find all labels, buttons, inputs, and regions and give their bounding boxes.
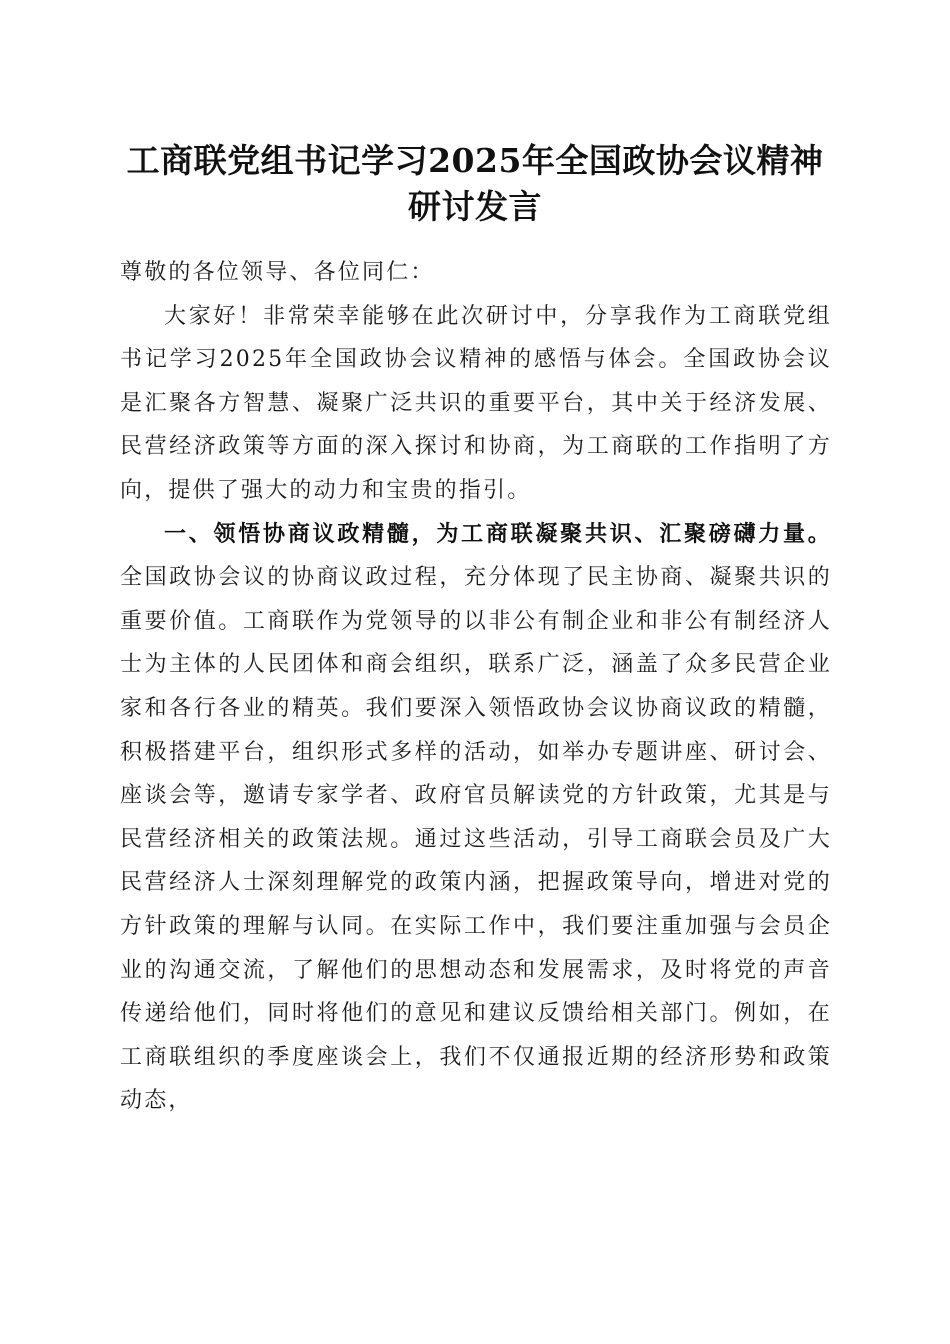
document-title: 工商联党组书记学习2025年全国政协会议精神研讨发言 <box>126 141 824 226</box>
paragraph-intro: 大家好！非常荣幸能够在此次研讨中，分享我作为工商联党组书记学习2025年全国政协会议精神的感悟与体会。全国政协会议是汇聚各方智慧、凝聚广泛共识的重要平台，其中关于经济发展、民营经济政策等方面的深入探讨和协商，为工商联的工作指明了方向，提供了强大的动力和宝贵的指引。 <box>120 303 832 503</box>
paragraph-section-1 <box>120 513 832 1123</box>
document-body <box>120 251 832 1123</box>
section-heading: 一、领悟协商议政精髓，为工商联凝聚共识、汇聚磅礴力量。 <box>164 520 832 547</box>
section-text: 全国政协会议的协商议政过程，充分体现了民主协商、凝聚共识的重要价值。工商联作为党领导的以非公有制企业和非公有制经济人士为主体的人民团体和商会组织，联系广泛，涵盖了众多民营企业家和各行各业的精英。我们要深入领悟政协会议协商议政的精髓，积极搭建平台，组织形式多样的活动，如举办专题讲座、研讨会、座谈会等，邀请专家学者、政府官员解读党的方针政策，尤其是与民营经济相关的政策法规。通过这些活动，引导工商联会员及广大民营经济人士深刻理解党的政策内涵，把握政策导向，增进对党的方针政策的理解与认同。在实际工作中，我们要注重加强与会员企业的沟通交流，了解他们的思想动态和发展需求，及时将党的声音传递给他们，同时将他们的意见和建议反馈给相关部门。例如，在工商联组织的季度座谈会上，我们不仅通报近期的经济形势和政策动态， <box>120 565 832 1114</box>
salutation: 尊敬的各位领导、各位同仁： <box>120 260 435 285</box>
